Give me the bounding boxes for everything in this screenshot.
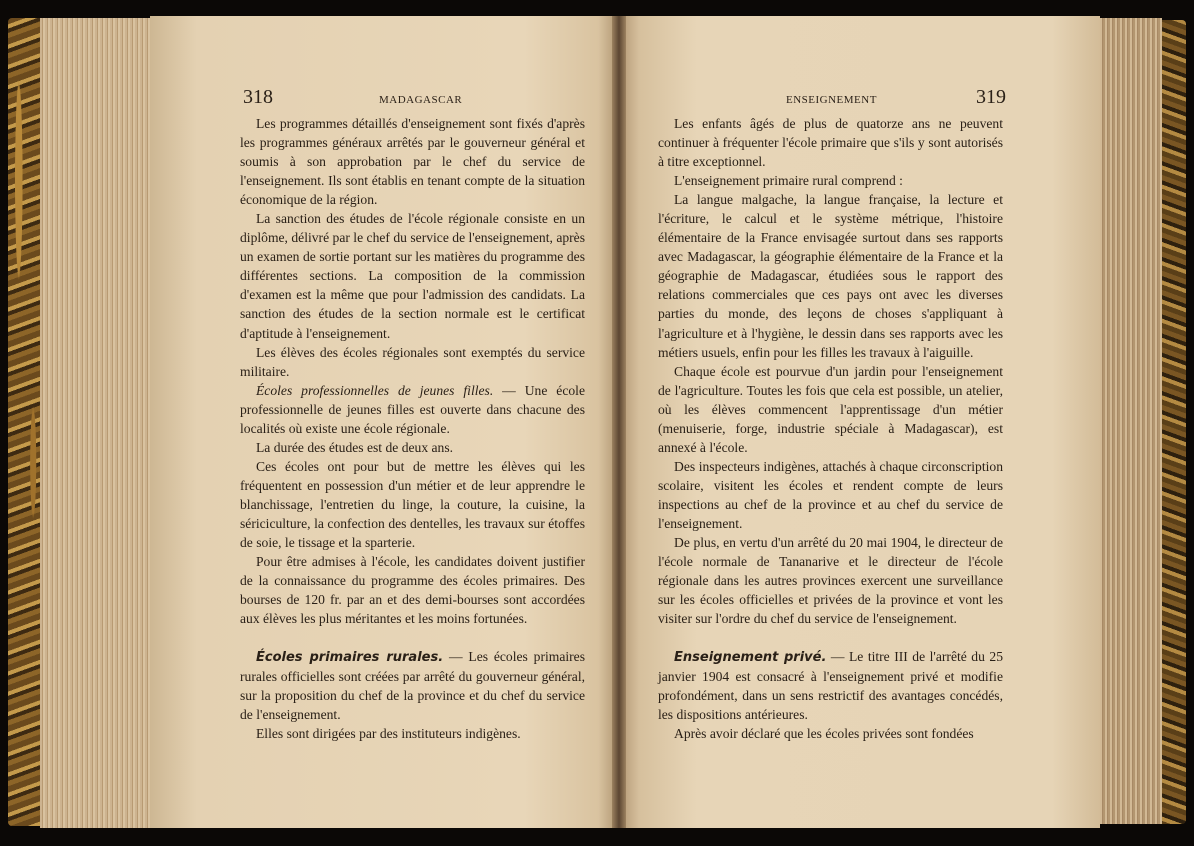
paragraph bbox=[240, 381, 585, 438]
book-gutter bbox=[612, 16, 626, 828]
paragraph bbox=[658, 724, 1003, 743]
paragraph-text: Les enfants âgés de plus de quatorze ans ne peuvent continuer à fréquenter l'école primaire que s'ils y sont autorisés à titre exceptionnel. bbox=[658, 116, 1003, 170]
paragraph-text: Les programmes détaillés d'enseignement sont fixés d'après les programmes généraux arrêtés par le gouverneur général et soumis à son approbation par le chef du service de l'enseignement. Ils sont établis en tenant compte de la situation économique de la région. bbox=[240, 116, 585, 208]
section-heading: Enseignement privé. bbox=[674, 650, 827, 666]
paragraph bbox=[658, 190, 1003, 361]
right-page-body bbox=[658, 114, 1003, 744]
paragraph-text: La langue malgache, la langue française, la lecture et l'écriture, le calcul et le système métrique, l'histoire élémentaire de la France envisagée surtout dans ses rapports avec Madagascar, la géographie élémentaire de la France et la géographie de Madagascar, étudiées sous le rapport des relations commerciales que ces pays ont avec les diverses parties du monde, des leçons de choses s'appliquant à l'agriculture et à l'hygiène, le dessin dans ses rapports avec les métiers usuels, enfin pour les filles les travaux à l'aiguille. bbox=[658, 192, 1003, 360]
left-page-body bbox=[240, 114, 585, 744]
right-page-number: 319 bbox=[976, 86, 1006, 108]
paragraph bbox=[240, 209, 585, 342]
paragraph bbox=[658, 647, 1003, 724]
paragraph bbox=[240, 343, 585, 381]
paragraph bbox=[240, 552, 585, 628]
paragraph-text: — Le titre III de l'arrêté du 25 janvier 1904 est consacré à l'enseignement privé et modifie profondément, dans un sens restrictif des avantages concédés, les dispositions antérieures. bbox=[658, 649, 1003, 723]
paragraph bbox=[658, 533, 1003, 628]
paragraph-text: — Les écoles primaires rurales officielles sont créées par arrêté du gouverneur général, sur la proposition du chef de la province et du chef du service de l'enseignement. bbox=[240, 649, 585, 723]
left-page-stack bbox=[40, 18, 152, 828]
paragraph bbox=[240, 457, 585, 552]
paragraph-text: De plus, en vertu d'un arrêté du 20 mai 1904, le directeur de l'école normale de Tananarive et le directeur de l'école régionale dans les autres provinces exercent une surveillance sur les écoles officielles et privées de la province et vont les visiter sur l'ordre du chef du service de l'enseignement. bbox=[658, 535, 1003, 627]
right-running-head: ENSEIGNEMENT bbox=[786, 94, 877, 106]
paragraph bbox=[658, 457, 1003, 533]
paragraph bbox=[240, 647, 585, 724]
paragraph-text: — Une école professionnelle de jeunes filles est ouverte dans chacune des localités où existe une école régionale. bbox=[240, 382, 585, 436]
left-page-number: 318 bbox=[243, 86, 273, 108]
paragraph-text: Pour être admises à l'école, les candidates doivent justifier de la connaissance du programme des écoles primaires. Des bourses de 120 fr. par an et des demi-bourses sont accordées aux élèves les plus méritantes et les moins fortunées. bbox=[240, 554, 585, 627]
section-gap bbox=[658, 628, 1003, 647]
section-gap bbox=[240, 628, 585, 647]
paragraph bbox=[240, 114, 585, 209]
paragraph-text: Ces écoles ont pour but de mettre les élèves qui les fréquentent en possession d'un métier et de leur apprendre le blanchissage, l'entretien du linge, la couture, la cuisine, la sériciculture, la confection des dentelles, les travaux sur étoffes de soie, le tissage et la sparterie. bbox=[240, 458, 585, 551]
left-running-head: MADAGASCAR bbox=[379, 94, 463, 106]
paragraph-text: Des inspecteurs indigènes, attachés à chaque circonscription scolaire, visitent les écoles et rendent compte de leurs inspections au chef de la province et au chef du service de l'enseignement. bbox=[658, 458, 1003, 531]
paragraph bbox=[240, 438, 585, 457]
right-page-stack bbox=[1098, 18, 1162, 824]
section-heading: Écoles professionnelles de jeunes filles. bbox=[256, 382, 494, 398]
paragraph-text: La durée des études est de deux ans. bbox=[256, 439, 454, 455]
paragraph bbox=[658, 171, 1003, 190]
paragraph-text: Chaque école est pourvue d'un jardin pour l'enseignement de l'agriculture. Toutes les fois que cela est possible, un atelier, où les élèves commencent l'apprentissage d'un métier (menuiserie, forge, industrie spéciale à Madagascar), est annexé à l'école. bbox=[658, 363, 1003, 455]
paragraph bbox=[658, 362, 1003, 457]
paragraph-text: Elles sont dirigées par des instituteurs indigènes. bbox=[256, 726, 521, 742]
section-heading: Écoles primaires rurales. bbox=[256, 650, 444, 666]
paragraph-text: L'enseignement primaire rural comprend : bbox=[674, 173, 903, 189]
paragraph-text: Les élèves des écoles régionales sont exemptés du service militaire. bbox=[240, 344, 585, 379]
paragraph bbox=[240, 724, 585, 743]
paragraph-text: La sanction des études de l'école régionale consiste en un diplôme, délivré par le chef du service de l'enseignement, après un examen de sortie portant sur les matières du programme des différentes sections. La composition de la commission d'examen est la même que pour l'admission des candidats. La sanction des études de la section normale est le certificat d'aptitude à l'enseignement. bbox=[240, 211, 585, 341]
paragraph-text: Après avoir déclaré que les écoles privées sont fondées bbox=[674, 726, 974, 742]
left-cover-edge bbox=[8, 18, 44, 826]
paragraph bbox=[658, 114, 1003, 171]
